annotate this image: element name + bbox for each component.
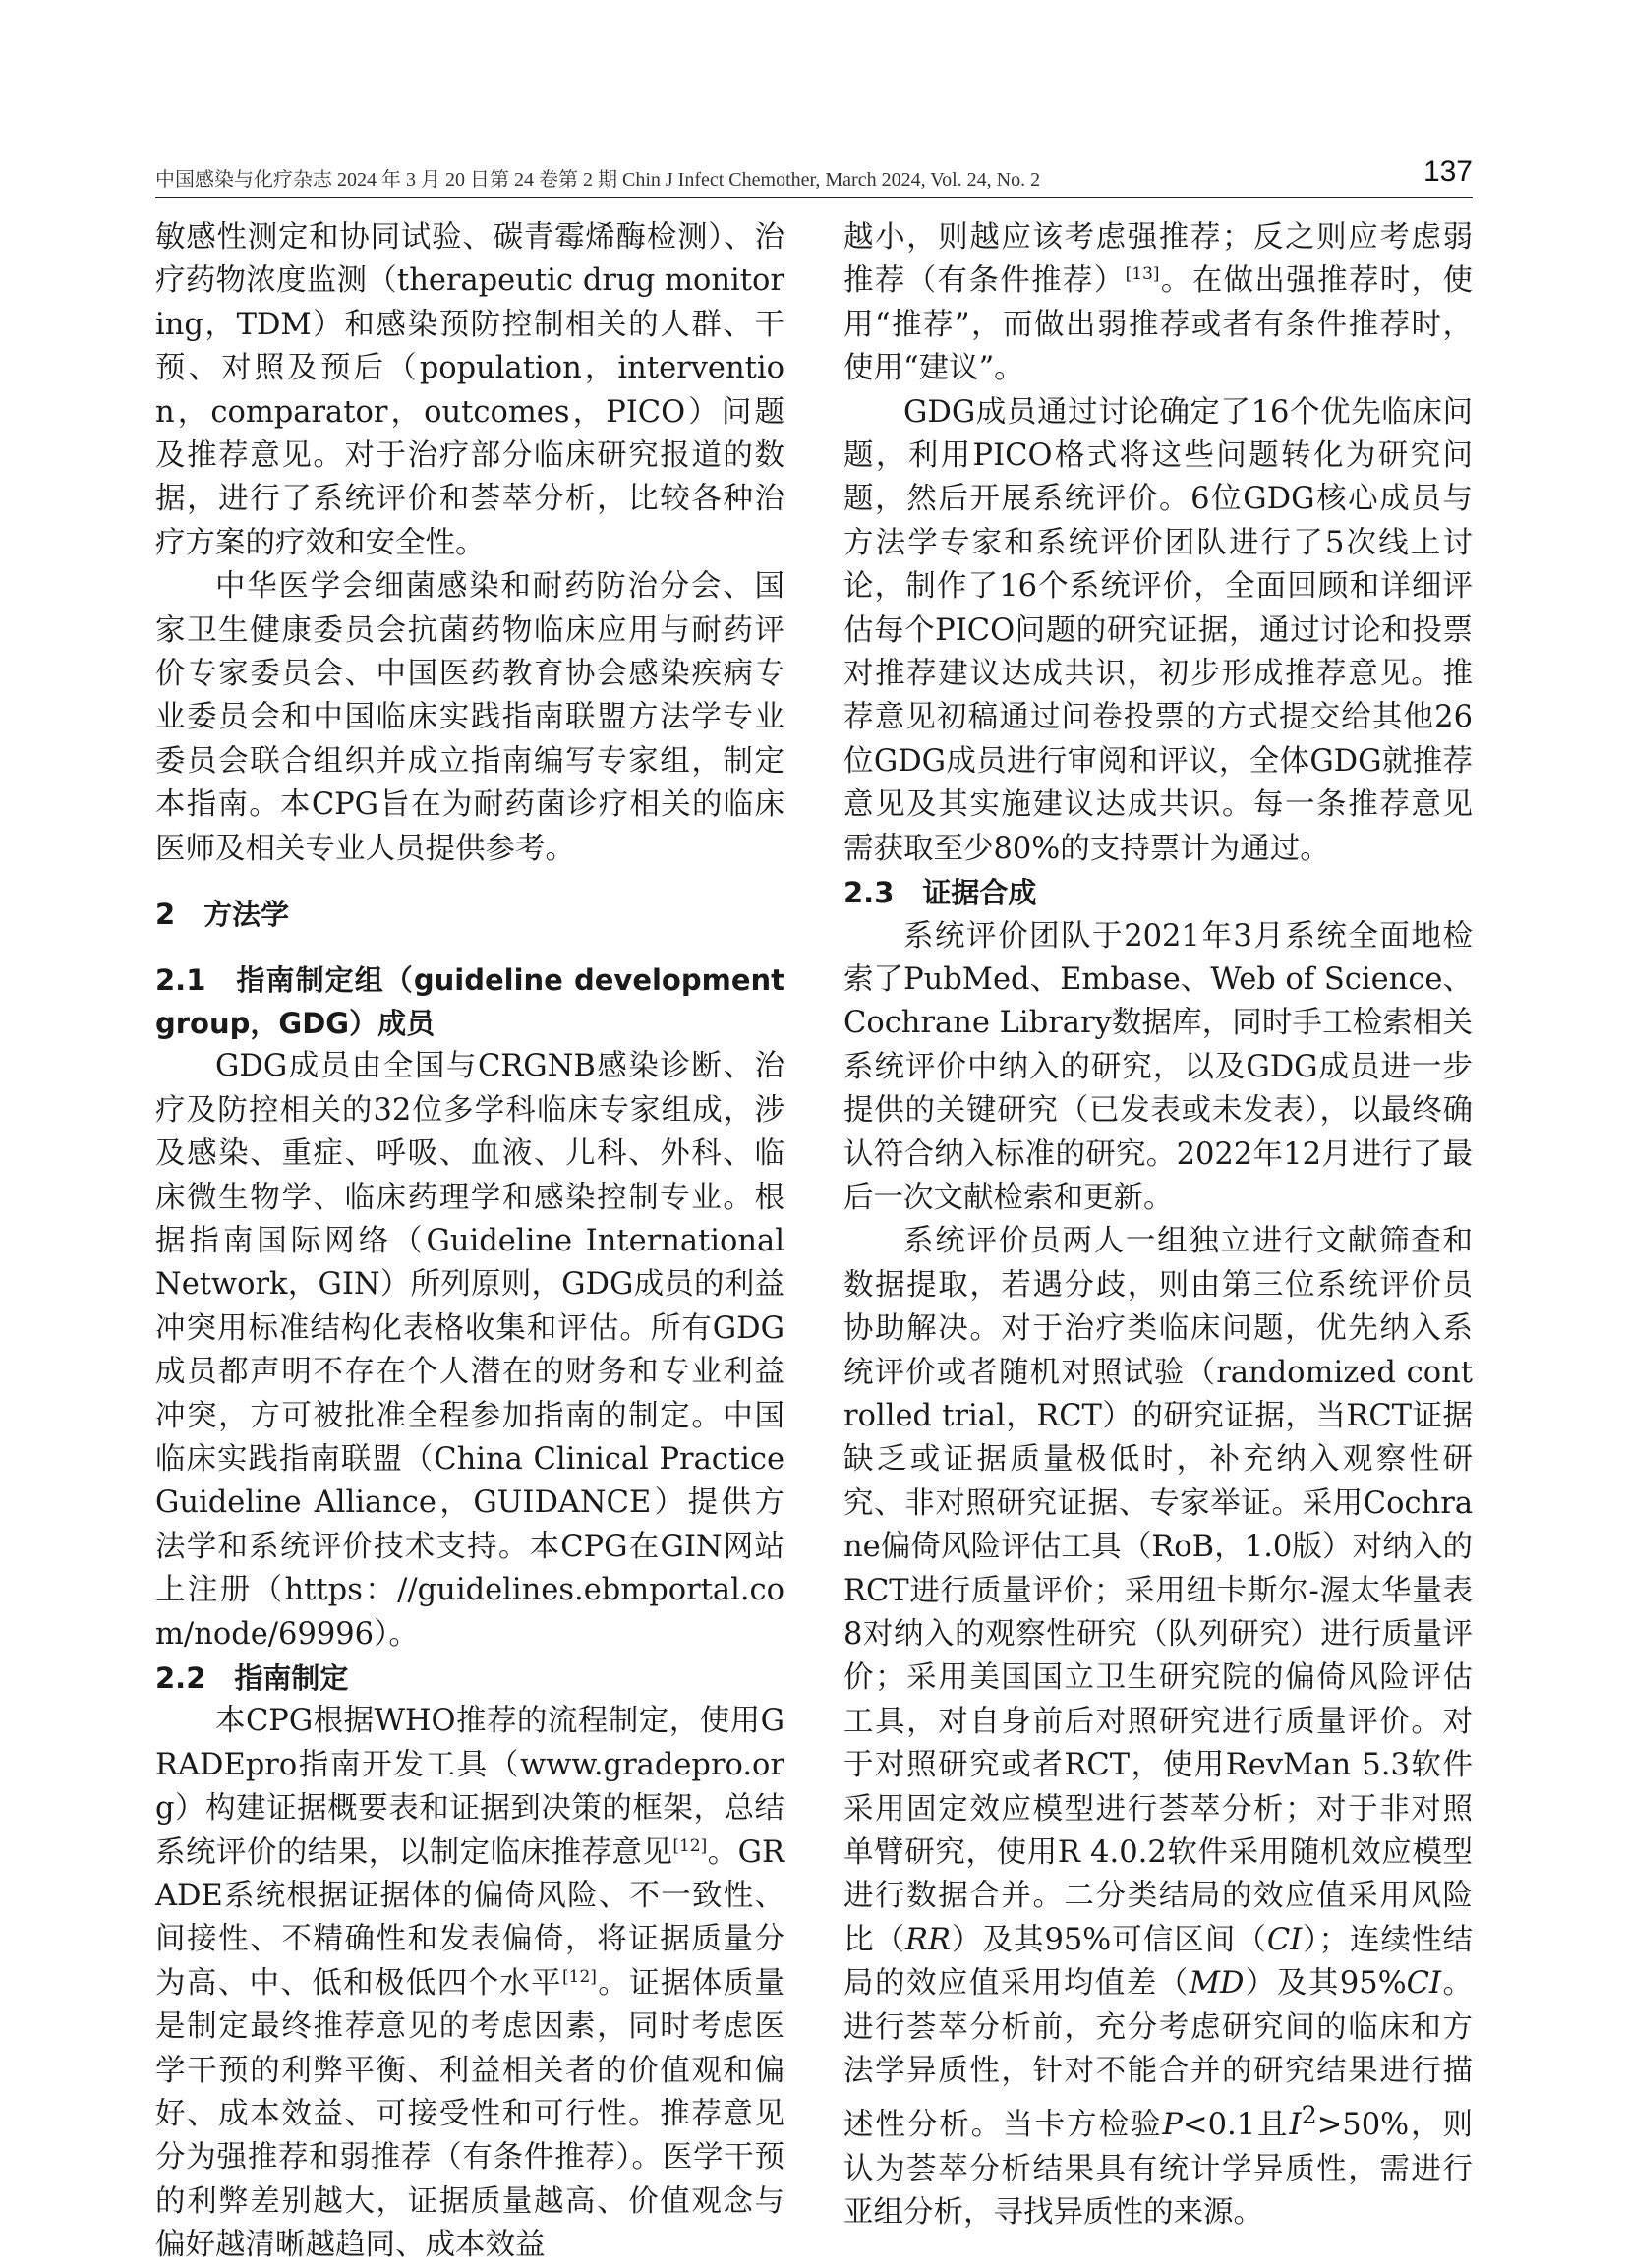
text-run: 。GRADE系统根据证据体的偏倚风险、不一致性、间接性、不精确性和发表偏倚，将证据质量分为高、中、低和极低四个水平 xyxy=(155,1834,784,2001)
header-rule xyxy=(155,197,1473,198)
italic-p: P xyxy=(1162,2108,1184,2143)
text-run: <0.1且 xyxy=(1183,2108,1290,2143)
paragraph-recommendation-continued xyxy=(843,216,1473,391)
italic-ci: CI xyxy=(1406,1966,1442,2002)
spacer xyxy=(155,937,784,959)
text-run: >50%，则认为荟萃分析结果具有统计学异质性，需进行亚组分析，寻找异质性的来源。 xyxy=(843,2108,1473,2231)
left-column xyxy=(155,216,784,2268)
italic-i: I xyxy=(1289,2108,1302,2143)
journal-citation-line: 中国感染与化疗杂志 2024 年 3 月 20 日第 24 卷第 2 期 Chin J Infect Chemother, March 2024, Vol. 24, No. 2 xyxy=(155,169,1041,191)
section-heading-guideline-development: 2.2 指南制定 xyxy=(155,1661,349,1695)
paragraph-pico-questions: GDG成员通过讨论确定了16个优先临床问题，利用PICO格式将这些问题转化为研究问题，然后开展系统评价。6位GDG核心成员与方法学专家和系统评价团队进行了5次线上讨论，制作了16个系统评价，全面回顾和详细评估每个PICO问题的研究证据，通过讨论和投票对推荐建议达成共识，初步形成推荐意见。推荐意见初稿通过问卷投票的方式提交给其他26位GDG成员进行审阅和评议，全体GDG就推荐意见及其实施建议达成共识。每一条推荐意见需获取至少80%的支持票计为通过。 xyxy=(843,394,1473,866)
text-run: ）及其95%可信区间（ xyxy=(950,1922,1267,1957)
citation-12: [12] xyxy=(672,1835,708,1856)
page-number: 137 xyxy=(1423,155,1473,188)
spacer xyxy=(155,871,784,893)
paragraph-evaluation-methods xyxy=(843,1220,1473,2236)
right-column xyxy=(843,216,1473,2236)
section-heading-gdg: 2.1 指南制定组（guideline development group，GDG）成员 xyxy=(155,962,784,1040)
citation-12: [12] xyxy=(562,1966,597,1987)
text-run: ）；连续性结局的效应值采用均值差（ xyxy=(843,1922,1474,2002)
running-header xyxy=(155,155,1473,195)
text-run: ）及其95% xyxy=(1244,1966,1407,2002)
text-run: 系统评价员两人一组独立进行文献筛查和数据提取，若遇分歧，则由第三位系统评价员协助解决。对于治疗类临床问题，优先纳入系统评价或者随机对照试验（randomized controlled trial，RCT）的研究证据，当RCT证据缺乏或证据质量极低时，补充纳入观察性研究、非对照研究证据、专家举证。采用Cochrane偏倚风险评估工具（RoB，1.0版）对纳入的RCT进行质量评价；采用纽卡斯尔-渥太华量表8对纳入的观察性研究（队列研究）进行质量评价；采用美国国立卫生研究院的偏倚风险评估工具，对自身前后对照研究进行质量评价。对于对照研究或者RCT，使用RevMan 5.3软件采用固定效应模型进行荟萃分析；对于非对照单臂研究，使用R 4.0.2软件采用随机效应模型进行数据合并。二分类结局的效应值采用风险比（ xyxy=(843,1224,1473,1957)
text-run: 。进行荟萃分析前，充分考虑研究间的临床和方法学异质性，针对不能合并的研究结果进行描述性分析。当卡方检验 xyxy=(843,1966,1474,2143)
italic-md: MD xyxy=(1189,1966,1245,2002)
text-run: 。证据体质量是制定最终推荐意见的考虑因素，同时考虑医学干预的利弊平衡、利益相关者的价值观和偏好、成本效益、可接受性和可行性。推荐意见分为强推荐和弱推荐（有条件推荐）。医学干预的利弊差别越大，证据质量越高、价值观念与偏好越清晰越趋同、成本效益 xyxy=(155,1965,785,2263)
text-run: 越小，则越应该考虑强推荐；反之则应考虑弱推荐（有条件推荐） xyxy=(843,220,1473,299)
citation-13: [13] xyxy=(1125,264,1160,285)
paragraph-gdg: GDG成员由全国与CRGNB感染诊断、治疗及防控相关的32位多学科临床专家组成，涉及感染、重症、呼吸、血液、儿科、外科、临床微生物学、临床药理学和感染控制专业。根据指南国际网络（Guideline International Network，GIN）所列原则，GDG成员的利益冲突用标准结构化表格收集和评估。所有GDG成员都声明不存在个人潜在的财务和专业利益冲突，方可被批准全程参加指南的制定。中国临床实践指南联盟（China Clinical Practice Guideline Alliance，GUIDANCE）提供方法学和系统评价技术支持。本CPG在GIN网站上注册（https：//guidelines.ebmportal.com/node/69996）。 xyxy=(155,1049,784,1652)
italic-ci: CI xyxy=(1266,1922,1303,1957)
superscript-2: 2 xyxy=(1301,2100,1317,2130)
text-run: 本CPG根据WHO推荐的流程制定，使用GRADEpro指南开发工具（www.gradepro.org）构建证据概要表和证据到决策的框架，总结系统评价的结果，以制定临床推荐意见 xyxy=(155,1704,784,1870)
paragraph-intro-continued: 敏感性测定和协同试验、碳青霉烯酶检测）、治疗药物浓度监测（therapeutic drug monitoring，TDM）和感染预防控制相关的人群、干预、对照及预后（population，intervention，comparator，outcomes，PICO）问题及推荐意见。对于治疗部分临床研究报道的数据，进行了系统评价和荟萃分析，比较各种治疗方案的疗效和安全性。 xyxy=(155,220,784,560)
section-heading-evidence-synthesis: 2.3 证据合成 xyxy=(843,876,1037,910)
paragraph-literature-search: 系统评价团队于2021年3月系统全面地检索了PubMed、Embase、Web of Science、Cochrane Library数据库，同时手工检索相关系统评价中纳入的研究，以及GDG成员进一步提供的关键研究（已发表或未发表），以最终确认符合纳入标准的研究。2022年12月进行了最后一次文献检索和更新。 xyxy=(843,918,1473,1215)
paragraph-organizers: 中华医学会细菌感染和耐药防治分会、国家卫生健康委员会抗菌药物临床应用与耐药评价专家委员会、中国医药教育协会感染疾病专业委员会和中国临床实践指南联盟方法学专业委员会联合组织并成立指南编写专家组，制定本指南。本CPG旨在为耐药菌诊疗相关的临床医师及相关专业人员提供参考。 xyxy=(155,569,784,866)
paragraph-who-process xyxy=(155,1700,784,2267)
text-run: 。在做出强推荐时，使用“推荐”，而做出弱推荐或者有条件推荐时，使用“建议”。 xyxy=(843,263,1474,386)
section-heading-methods: 2 方法学 xyxy=(155,898,290,932)
italic-rr: RR xyxy=(905,1922,951,1957)
